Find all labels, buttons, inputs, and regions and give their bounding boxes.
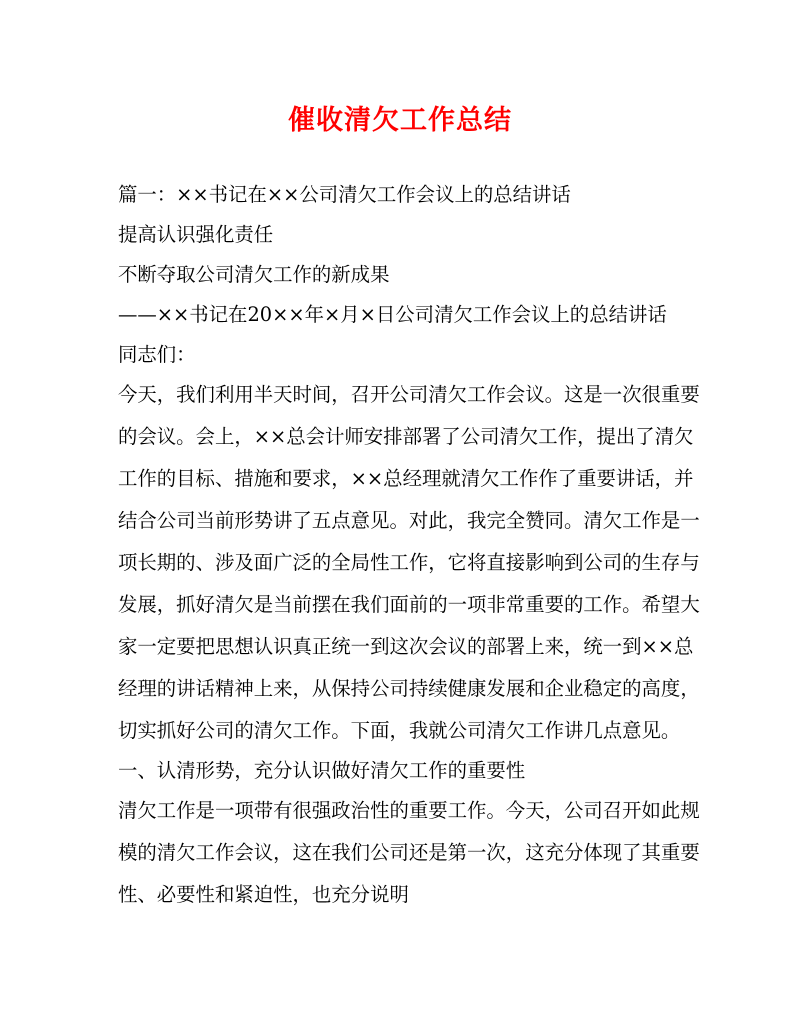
subtitle-line: 不断夺取公司清欠工作的新成果 <box>118 263 390 286</box>
paragraph-line: 的会议。会上，××总会计师安排部署了公司清欠工作，提出了清欠 <box>118 425 694 448</box>
paragraph-line: 工作的目标、措施和要求，××总经理就清欠工作作了重要讲话，并 <box>118 467 694 490</box>
paragraph-line: 发展，抓好清欠是当前摆在我们面前的一项非常重要的工作。希望大 <box>118 593 700 616</box>
paragraph-line: 模的清欠工作会议，这在我们公司还是第一次，这充分体现了其重要 <box>118 841 700 864</box>
paragraph-line: 结合公司当前形势讲了五点意见。对此，我完全赞同。清欠工作是一 <box>118 509 700 532</box>
paragraph-line: 性、必要性和紧迫性，也充分说明 <box>118 883 409 906</box>
document-title: 催收清欠工作总结 <box>288 105 512 136</box>
paragraph-line: 项长期的、涉及面广泛的全局性工作，它将直接影响到公司的生存与 <box>118 551 700 574</box>
subtitle-line: 提高认识强化责任 <box>118 223 274 246</box>
heading-line: 篇一：××书记在××公司清欠工作会议上的总结讲话 <box>118 183 571 206</box>
paragraph-line: 家一定要把思想认识真正统一到这次会议的部署上来，统一到××总 <box>118 635 694 658</box>
paragraph-line: 经理的讲话精神上来，从保持公司持续健康发展和企业稳定的高度， <box>118 677 700 700</box>
paragraph-line: 清欠工作是一项带有很强政治性的重要工作。今天，公司召开如此规 <box>118 799 700 822</box>
section-heading: 一、认清形势，充分认识做好清欠工作的重要性 <box>118 759 526 782</box>
paragraph-line: 今天，我们利用半天时间，召开公司清欠工作会议。这是一次很重要 <box>118 383 700 406</box>
byline: ——××书记在20××年×月×日公司清欠工作会议上的总结讲话 <box>118 303 667 326</box>
salutation: 同志们： <box>118 343 196 366</box>
paragraph-line: 切实抓好公司的清欠工作。下面，我就公司清欠工作讲几点意见。 <box>118 719 681 742</box>
